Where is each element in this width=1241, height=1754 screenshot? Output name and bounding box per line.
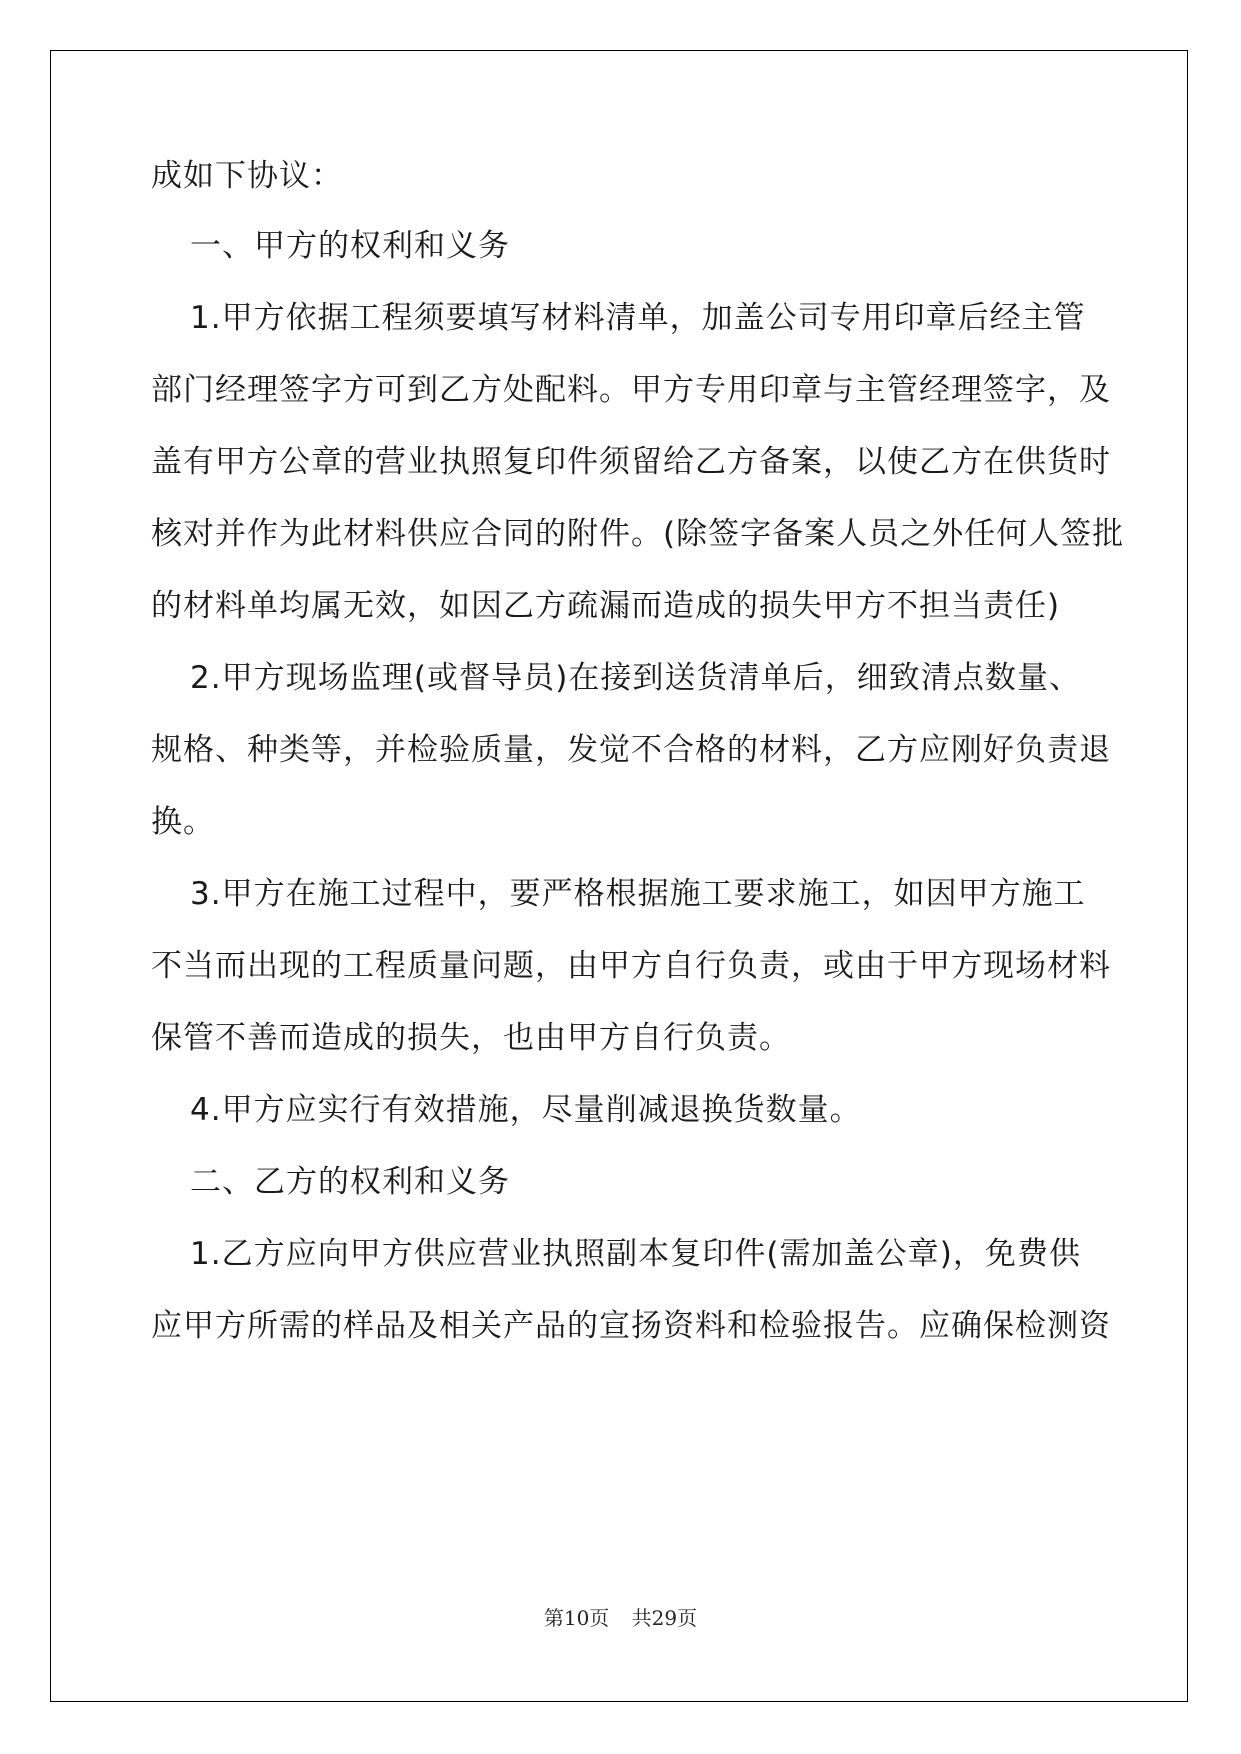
text-line: 3.甲方在施工过程中，要严格根据施工要求施工，如因甲方施工 [190,876,1086,912]
section-heading: 一、甲方的权利和义务 [190,228,510,264]
text-line: 换。 [151,804,215,840]
page-number-current: 第10页 [543,1606,610,1630]
section-heading: 二、乙方的权利和义务 [190,1164,510,1200]
text-line: 1.乙方应向甲方供应营业执照副本复印件(需加盖公章)，免费供 [190,1236,1081,1272]
text-line: 4.甲方应实行有效措施，尽量削减退换货数量。 [190,1092,862,1128]
text-line: 不当而出现的工程质量问题，由甲方自行负责，或由于甲方现场材料 [151,948,1111,984]
page-footer [0,1602,1241,1631]
text-line: 部门经理签字方可到乙方处配料。甲方专用印章与主管经理签字，及 [151,372,1111,408]
text-line: 1.甲方依据工程须要填写材料清单，加盖公司专用印章后经主管 [190,300,1086,336]
text-line: 保管不善而造成的损失，也由甲方自行负责。 [151,1020,791,1056]
page-number-total: 共29页 [631,1606,698,1630]
text-line: 规格、种类等，并检验质量，发觉不合格的材料，乙方应刚好负责退 [151,732,1111,768]
text-line: 核对并作为此材料供应合同的附件。(除签字备案人员之外任何人签批 [151,516,1125,552]
text-line: 的材料单均属无效，如因乙方疏漏而造成的损失甲方不担当责任) [151,588,1061,624]
text-line: 应甲方所需的样品及相关产品的宣扬资料和检验报告。应确保检测资 [151,1308,1111,1344]
text-line: 盖有甲方公章的营业执照复印件须留给乙方备案，以使乙方在供货时 [151,444,1111,480]
text-line: 2.甲方现场监理(或督导员)在接到送货清单后，细致清点数量、 [190,660,1081,696]
text-line: 成如下协议： [151,158,343,194]
